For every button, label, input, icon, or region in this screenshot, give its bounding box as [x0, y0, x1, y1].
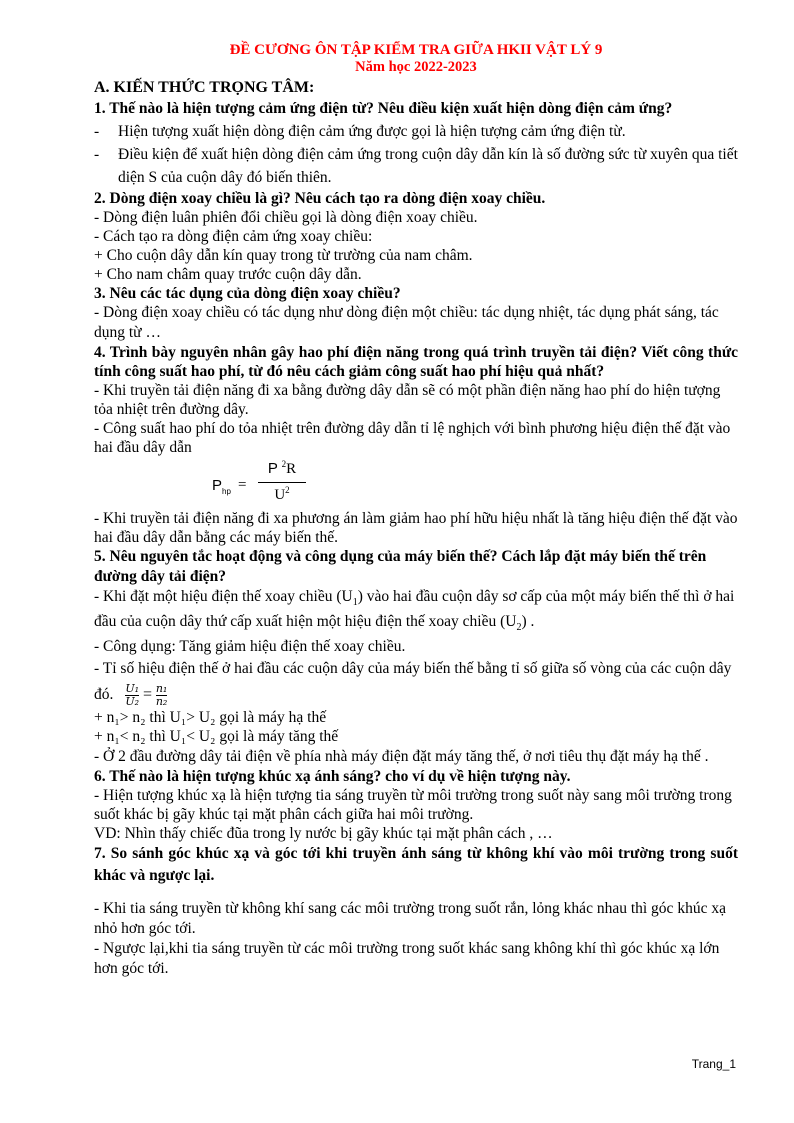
question-4-line-3: - Khi truyền tải điện năng đi xa phương án làm giảm hao phí hữu hiệu nhất là tăng hiệu điện thế đặt vào hai đầu dây dẫn bằng các máy biến thế. — [94, 510, 738, 546]
school-year: Năm học 2022-2023 — [355, 59, 477, 75]
question-2-line-2: - Cách tạo ra dòng điện cảm ứng xoay chiều: — [94, 228, 373, 245]
question-6-line-1: - Hiện tượng khúc xạ là hiện tượng tia sáng truyền từ môi trường trong suốt này sang môi trường trong suốt khác bị gãy khúc tại mặt phân cách giữa hai môi trường. — [94, 787, 732, 824]
question-6-line-2: VD: Nhìn thấy chiếc đũa trong ly nước bị gãy khúc tại mặt phân cách , … — [94, 825, 553, 843]
document-title: ĐỀ CƯƠNG ÔN TẬP KIỂM TRA GIỮA HKII VẬT LÝ 9 — [229, 42, 603, 58]
question-1-title: 1. Thế nào là hiện tượng cảm ứng điện từ? Nêu điều kiện xuất hiện dòng điện cảm ứng? — [94, 100, 673, 117]
power-loss-formula — [212, 457, 738, 509]
question-4-title: 4. Trình bày nguyên nhân gây hao phí điện năng trong quá trình truyền tải điện? Viết công thức tính công suất hao phí, từ đó nêu cách giảm công suất hao phí hiệu quả nhất? — [94, 344, 738, 380]
formula-lhs: $P_{hp}$ — [212, 477, 231, 496]
question-5-title: 5. Nêu nguyên tắc hoạt động và công dụng của máy biến thế? Cách lắp đặt máy biến thế trên đường dây tải điện? — [94, 548, 707, 585]
question-3-line-1: - Dòng điện xoay chiều có tác dụng như dòng điện một chiều: tác dụng nhiệt, tác dụng phát sáng, tác dụng từ … — [94, 304, 719, 341]
question-4-line-2: - Công suất hao phí do tỏa nhiệt trên đường dây dẫn tỉ lệ nghịch với bình phương hiệu điện thế đặt vào hai đầu dây dẫn — [94, 420, 731, 456]
question-5-line-5: + n₁< n₂ thì U₁< U₂ gọi là máy tăng thế — [94, 728, 339, 746]
formula-numerator: P $^2$R — [267, 459, 297, 477]
bullet-mark: - — [94, 146, 100, 163]
question-6-title: 6. Thế nào là hiện tượng khúc xạ ánh sáng? cho ví dụ về hiện tượng này. — [94, 768, 571, 786]
question-1-bullet — [94, 143, 738, 189]
section-heading: A. KIẾN THỨC TRỌNG TÂM: — [94, 79, 315, 96]
question-7-line-1: - Khi tia sáng truyền từ không khí sang các môi trường trong suốt rắn, lỏng khác nhau thì góc khúc xạ nhỏ hơn góc tới. — [94, 900, 726, 938]
question-5-line-6: - Ở 2 đầu đường dây tải điện về phía nhà máy điện đặt máy tăng thế, ở nơi tiêu thụ đặt máy hạ thế . — [94, 748, 709, 766]
question-2-title: 2. Dòng điện xoay chiều là gì? Nêu cách tạo ra dòng điện xoay chiều. — [94, 190, 546, 207]
bullet-mark: - — [94, 123, 100, 140]
fraction-bar — [258, 482, 306, 483]
question-2-line-3: + Cho cuộn dây dẫn kín quay trong từ trường của nam châm. — [94, 247, 473, 264]
voltage-ratio: $\frac{\text{U₁}}{\text{U₂}}$ — [125, 682, 140, 709]
question-7-title: 7. So sánh góc khúc xạ và góc tới khi truyền ánh sáng từ không khí vào môi trường trong suốt khác và ngược lại. — [94, 845, 738, 885]
formula-denominator: $U^2$ — [274, 485, 290, 503]
question-1-answer-2: Điều kiện để xuất hiện dòng điện cảm ứng trong cuộn dây dẫn kín là số đường sức từ xuyên qua tiết diện S của cuộn dây đó biến thiên. — [118, 146, 738, 186]
formula-equals: = — [238, 477, 247, 493]
page-number: Trang_1 — [691, 1057, 736, 1071]
question-5-line-3: - Tỉ số hiệu điện thế ở hai đầu các cuộn dây của máy biến thế bằng tỉ số giữa số vòng của các cuộn dây đó. $\frac{\text{U₁}}{\text{U₂}}$ = $\frac{\text{n₁}}{\text{n₂}}$ — [94, 660, 732, 709]
turns-ratio: $\frac{\text{n₁}}{\text{n₂}}$ — [155, 682, 168, 709]
question-7-line-2: - Ngược lại,khi tia sáng truyền từ các môi trường trong suốt khác sang không khí thì góc khúc xạ lớn hơn góc tới. — [94, 940, 720, 978]
document-body — [94, 42, 738, 979]
question-2-line-1: - Dòng điện luân phiên đổi chiều gọi là dòng điện xoay chiều. — [94, 209, 478, 226]
question-5-line-2: - Công dụng: Tăng giảm hiệu điện thế xoay chiều. — [94, 638, 406, 656]
question-3-title: 3. Nêu các tác dụng của dòng điện xoay chiều? — [94, 285, 401, 302]
question-1-bullet — [94, 120, 738, 143]
question-5-line-1: - Khi đặt một hiệu điện thế xoay chiều $(U_1)$ vào hai đầu cuộn dây sơ cấp của một máy biến thế thì ở hai đầu của cuộn dây thứ cấp xuất hiện một hiệu điện thế xoay chiều $(U_2)$ . — [94, 588, 735, 634]
question-5-line-4: + n₁> n₂ thì U₁> U₂ gọi là máy hạ thế — [94, 709, 327, 727]
question-2-line-4: + Cho nam châm quay trước cuộn dây dẫn. — [94, 266, 362, 283]
question-4-line-1: - Khi truyền tải điện năng đi xa bằng đường dây dẫn sẽ có một phần điện năng hao phí do hiện tượng tỏa nhiệt trên đường dây. — [94, 382, 721, 418]
question-1-answer-1: Hiện tượng xuất hiện dòng điện cảm ứng được gọi là hiện tượng cảm ứng điện từ. — [118, 123, 626, 140]
